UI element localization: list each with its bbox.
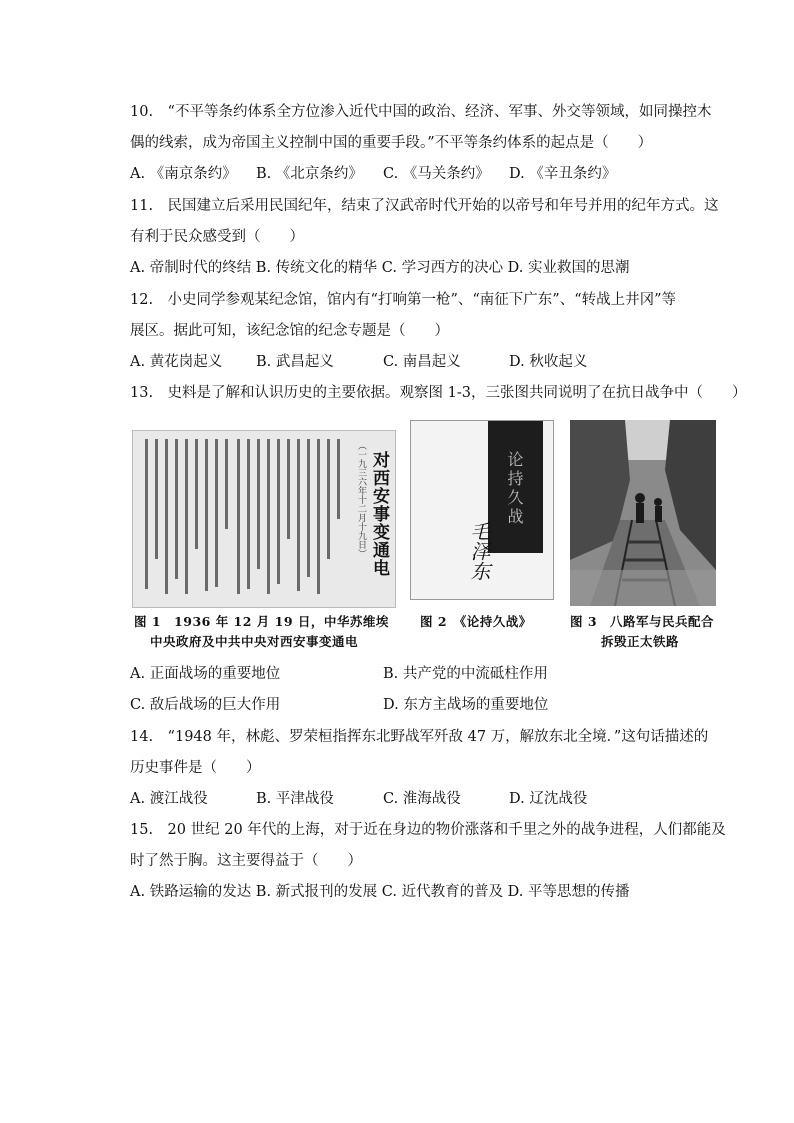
q10-stem-line2: 偶的线索，成为帝国主义控制中国的重要手段。”不平等条约体系的起点是（ ） bbox=[130, 135, 653, 151]
q11-stem-line1: 11. 民国建立后采用民国纪年，结束了汉武帝时代开始的以帝号和年号并用的纪年方式。这 bbox=[130, 198, 719, 214]
q13-option-c: C. 敌后战场的巨大作用 bbox=[130, 697, 281, 713]
figure-3-caption-line1: 图 3 八路军与民兵配合 bbox=[570, 614, 715, 629]
q15-options: A. 铁路运输的发达 B. 新式报刊的发展 C. 近代教育的普及 D. 平等思想的传播 bbox=[130, 884, 630, 900]
figure-1-caption-line1: 图 1 1936 年 12 月 19 日，中华苏维埃 bbox=[134, 614, 389, 629]
q15-stem-line2: 时了然于胸。这主要得益于（ ） bbox=[130, 853, 362, 869]
q13-option-b: B. 共产党的中流砥柱作用 bbox=[383, 666, 548, 682]
figure-2-book-title: 论持久战 bbox=[505, 451, 524, 527]
q14-option-b: B. 平津战役 bbox=[256, 791, 334, 807]
q14-stem-line1: 14. “1948 年，林彪、罗荣桓指挥东北野战军歼敌 47 万，解放东北全境．”这句话描述的 bbox=[130, 729, 709, 745]
figure-2-book-cover-image bbox=[410, 420, 554, 600]
q12-option-c: C. 南昌起义 bbox=[383, 354, 461, 370]
q12-stem-line2: 展区。据此可知，该纪念馆的纪念专题是（ ） bbox=[130, 323, 449, 339]
q12-option-b: B. 武昌起义 bbox=[256, 354, 334, 370]
figure-1-telegram-image bbox=[132, 430, 396, 608]
figure-3-photo-illustration bbox=[570, 420, 716, 606]
q12-option-a: A. 黄花岗起义 bbox=[130, 354, 223, 370]
q12-stem-line1: 12. 小史同学参观某纪念馆，馆内有“打响第一枪”、“南征下广东”、“转战上井冈”等 bbox=[130, 292, 677, 308]
figure-1-title: 对西安事变通电 bbox=[369, 451, 389, 577]
figure-3-caption-line2: 拆毁正太铁路 bbox=[601, 634, 680, 649]
q10-stem-line1: 10. “不平等条约体系全方位渗入近代中国的政治、经济、军事、外交等领域，如同操控木 bbox=[130, 104, 712, 120]
q10-option-a: A. 《南京条约》 bbox=[130, 166, 237, 182]
q15-stem-line1: 15. 20 世纪 20 年代的上海，对于近在身边的物价涨落和千里之外的战争进程，人们都能及 bbox=[130, 822, 726, 838]
q13-option-a: A. 正面战场的重要地位 bbox=[130, 666, 281, 682]
q10-option-c: C. 《马关条约》 bbox=[383, 166, 490, 182]
q12-option-d: D. 秋收起义 bbox=[509, 354, 588, 370]
figure-1-date-note: （一九三六年十二月十九日） bbox=[356, 441, 366, 558]
figure-2-signature: 毛泽东 bbox=[467, 521, 491, 581]
q14-option-d: D. 辽沈战役 bbox=[509, 791, 588, 807]
q10-option-b: B. 《北京条约》 bbox=[256, 166, 363, 182]
q11-options: A. 帝制时代的终结 B. 传统文化的精华 C. 学习西方的决心 D. 实业救国的思潮 bbox=[130, 260, 630, 276]
q13-stem: 13. 史料是了解和认识历史的主要依据。观察图 1-3，三张图共同说明了在抗日战争中（ ） bbox=[130, 385, 747, 401]
q14-stem-line2: 历史事件是（ ） bbox=[130, 760, 261, 776]
figure-2-caption: 图 2 《论持久战》 bbox=[420, 614, 532, 629]
q14-option-a: A. 渡江战役 bbox=[130, 791, 208, 807]
q13-option-d: D. 东方主战场的重要地位 bbox=[383, 697, 549, 713]
figure-3-railway-photo bbox=[570, 420, 716, 606]
q10-option-d: D. 《辛丑条约》 bbox=[509, 166, 617, 182]
q11-stem-line2: 有利于民众感受到（ ） bbox=[130, 229, 304, 245]
q14-option-c: C. 淮海战役 bbox=[383, 791, 461, 807]
figure-1-caption-line2: 中央政府及中共中央对西安事变通电 bbox=[150, 634, 359, 649]
